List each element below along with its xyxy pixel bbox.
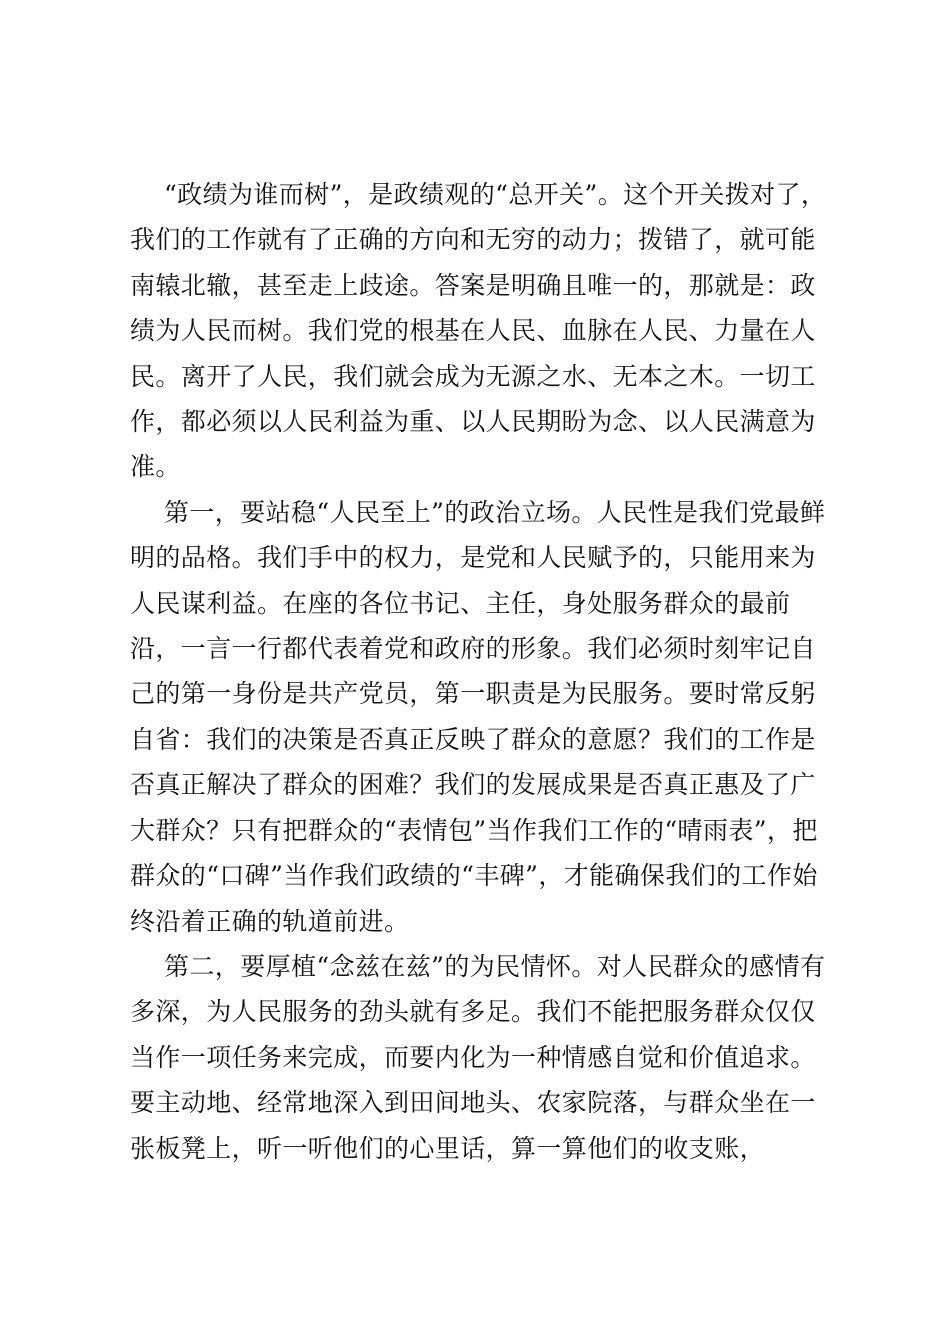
paragraph-second-people-feelings: 第二，要厚植“念兹在兹”的为民情怀。对人民群众的感情有多深，为人民服务的劲头就有多足。我们不能把服务群众仅仅当作一项任务来完成，而要内化为一种情感自觉和价值追求。要主动地、经常地深入到田间地头、农家院落，与群众坐在一张板凳上，听一听他们的心里话，算一算他们的收支账， bbox=[130, 951, 826, 1163]
document-body bbox=[130, 172, 830, 1171]
paragraph-first-people-first: 第一，要站稳“人民至上”的政治立场。人民性是我们党最鲜明的品格。我们手中的权力，是党和人民赋予的，只能用来为人民谋利益。在座的各位书记、主任，身处服务群众的最前沿，一言一行都代表着党和政府的形象。我们必须时刻牢记自己的第一身份是共产党员，第一职责是为民服务。要时常反躬自省：我们的决策是否真正反映了群众的意愿？我们的工作是否真正解决了群众的困难？我们的发展成果是否真正惠及了广大群众？只有把群众的“表情包”当作我们工作的“晴雨表”，把群众的“口碑”当作我们政绩的“丰碑”，才能确保我们的工作始终沿着正确的轨道前进。 bbox=[130, 497, 826, 936]
paragraph-achievement-for-whom: “政绩为谁而树”，是政绩观的“总开关”。这个开关拨对了，我们的工作就有了正确的方向和无穷的动力；拨错了，就可能南辕北辙，甚至走上歧途。答案是明确且唯一的，那就是：政绩为人民而树。我们党的根基在人民、血脉在人民、力量在人民。离开了人民，我们就会成为无源之水、无本之木。一切工作，都必须以人民利益为重、以人民期盼为念、以人民满意为准。 bbox=[130, 180, 827, 482]
